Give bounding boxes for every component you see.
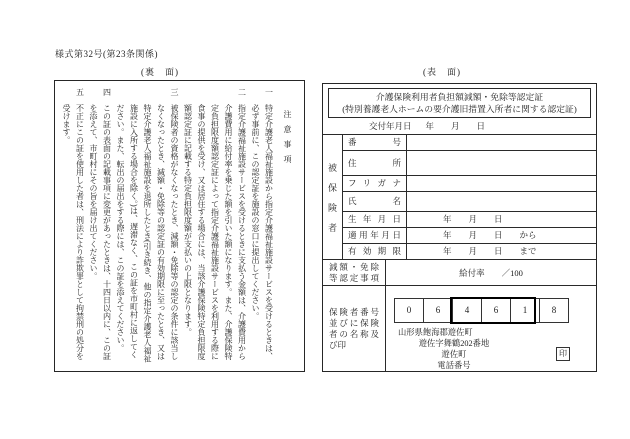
table-row (343, 191, 596, 211)
address-label: 住所 (343, 151, 407, 175)
furigana-label: フリガナ (343, 176, 407, 191)
insured-person-label: 被保険者 (327, 162, 337, 243)
insured-fields-table (323, 134, 596, 259)
birthdate-label: 生年月日 (343, 212, 407, 227)
insurer-value-cell (386, 286, 596, 371)
back-side-label: (裏 面) (141, 67, 179, 77)
insured-fields (343, 135, 596, 259)
style-number: 様式第32号(第23条関係) (55, 49, 158, 59)
notes-heading: 注意事項 (283, 110, 292, 170)
furigana-value (407, 176, 596, 191)
insurer-address (398, 327, 510, 371)
insured-person-header (323, 135, 343, 259)
note-item-2: 二 指定介護福祉施設サービスを受けるときに支払う金額は、介護費用から介護費用に給付率を乗じた額を引いた額になります。また、介護保険特定負担限度額認定証によって指定介護福祉施設サービスを利用する際に食事の提供を受け、又は居住する場合には、当該介護保険特定負担限度額認定証に記載する特定負担限度額が支払いの上限となります。 (183, 88, 247, 360)
note-item-5: 五 不正にこの証を使用した者は、刑法により詐欺罪として拘禁刑の処分を受けます。 (62, 88, 85, 360)
insurer-number-digit: 4 (453, 298, 482, 323)
table-row (343, 150, 596, 175)
table-row (343, 243, 596, 259)
insurer-address-line1: 山形県飽海郡遊佐町 (398, 328, 473, 337)
reduction-label (323, 260, 386, 285)
certificate-title (328, 88, 591, 118)
insurer-label-line1: 保険者番号 (329, 306, 379, 317)
insurer-address-line3: 遊佐町 (441, 350, 467, 359)
front-page (322, 83, 597, 372)
insurer-label-line4: び印 (329, 339, 347, 350)
seal-box: 印 (556, 347, 570, 361)
benefit-rate-value: 給付率 ／100 (459, 267, 523, 278)
back-page (54, 80, 305, 372)
reduction-row (323, 259, 596, 285)
apply-date-label: 適用年月日 (343, 228, 407, 243)
insurer-number-digit: 8 (540, 298, 569, 323)
note-item-3: 三 被保険者の資格がなくなったとき、減額・免除等の認定の条件に該当しなくなったとき、減額・免除等の認定証の有効期限に至ったとき、又は特定介護老人福祉施設を退所したとき(引き続き、他の指定介護老人福祉施設に入所する場合を除く。)は、遅滞なく、この証を市町村に返してください。また、転出の届出をする際には、この証を添えてください。 (116, 88, 179, 363)
front-side-label: (表 面) (423, 67, 461, 77)
reduction-label-line1: 減額・免除 (329, 261, 379, 272)
name-value (407, 192, 596, 211)
insurer-number-digit: 6 (424, 298, 453, 323)
apply-date-value: 年 月 日 から (443, 230, 537, 240)
table-row (343, 175, 596, 191)
birthdate-value: 年 月 日 (443, 214, 503, 224)
insurer-address-line2: 遊佐字舞鶴202番地 (418, 339, 490, 348)
insurer-number-digit: 1 (511, 298, 540, 323)
issue-date-value: 年 月 日 (425, 121, 486, 131)
issue-date-row (323, 118, 596, 134)
insurer-number-digit: 0 (394, 298, 424, 323)
table-row (343, 135, 596, 150)
address-value (407, 151, 596, 175)
number-value (407, 135, 596, 150)
certificate-title-line1: 介護保険利用者負担額減額・免除等認定証 (375, 92, 544, 102)
notes-block (63, 88, 294, 364)
table-row (343, 227, 596, 243)
insurer-label-line3: 者の名称及 (329, 328, 379, 339)
insurer-label (323, 286, 386, 371)
issue-date-label: 交付年月日 (369, 121, 412, 131)
insurer-row (323, 285, 596, 371)
name-label: 氏名 (343, 192, 407, 211)
number-label: 番号 (343, 135, 407, 150)
table-row (343, 211, 596, 227)
expiry-value: 年 月 日 まで (443, 246, 537, 256)
insurer-phone-line: 電話番号 (437, 361, 471, 370)
reduction-label-line2: 等認定事項 (329, 272, 379, 283)
insurer-label-line2: 並びに保険 (329, 317, 379, 328)
certificate-title-line2: (特別養護老人ホームの要介護旧措置入所者に関する認定証) (342, 104, 577, 114)
note-item-1: 一 特定介護老人福祉施設から指定介護福祉施設サービスを受けるときは、必ず事前に、この認定証を施設の窓口に提出してください。 (251, 88, 274, 360)
note-item-4: 四 この証の表面の記載事項に変更があったときは、十四日以内に、この証を添えて、市町村にその旨を届け出てください。 (89, 88, 112, 360)
insurer-number-digit: 6 (482, 298, 511, 323)
insurer-number-boxes (394, 298, 569, 323)
expiry-label: 有効期限 (343, 244, 407, 259)
